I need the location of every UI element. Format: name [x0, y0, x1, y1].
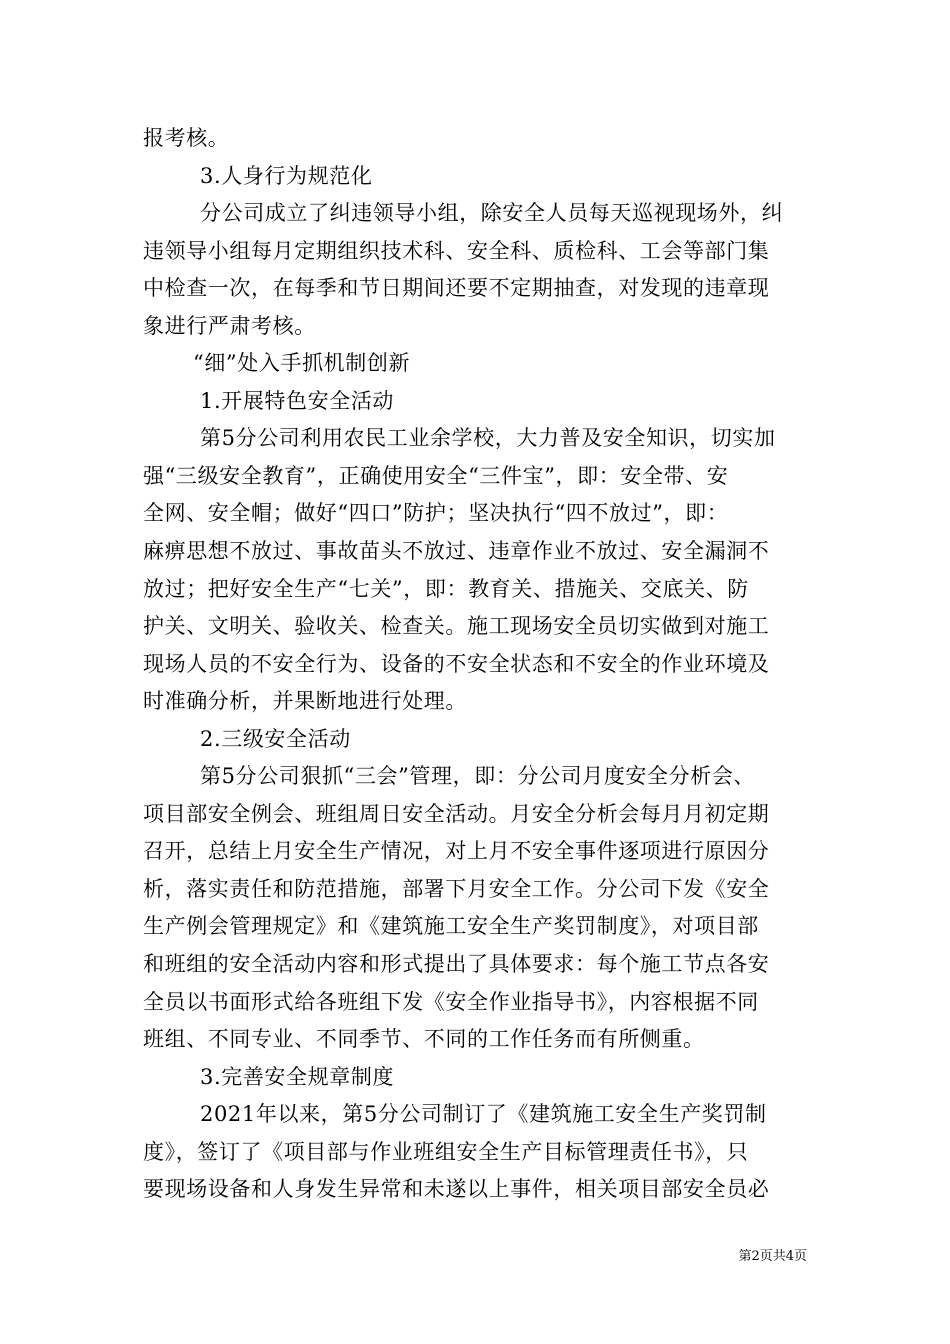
text-line: 度》，签订了《项目部与作业班组安全生产目标管理责任书》，只 [143, 1139, 749, 1164]
section-heading: 2.三级安全活动 [200, 726, 351, 751]
text-line: 召开，总结上月安全生产情况，对上月不安全事件逐项进行原因分 [143, 839, 770, 864]
text-line: 违领导小组每月定期组织技术科、安全科、质检科、工会等部门集 [143, 238, 770, 263]
text-line: 全员以书面形式给各班组下发《安全作业指导书》，内容根据不同 [143, 989, 759, 1014]
section-heading: 3.完善安全规章制度 [200, 1064, 395, 1089]
section-heading: 3.人身行为规范化 [200, 163, 373, 188]
text-line: 象进行严肃考核。 [143, 313, 316, 338]
text-line: 报考核。 [143, 126, 230, 150]
text-line: 项目部安全例会、班组周日安全活动。月安全分析会每月月初定期 [143, 801, 770, 826]
section-heading: 1.开展特色安全活动 [200, 388, 395, 413]
paragraph-start: 第5分公司狠抓“三会”管理，即：分公司月度安全分析会、 [200, 764, 756, 789]
text-line: 现场人员的不安全行为、设备的不安全状态和不安全的作业环境及 [143, 651, 770, 676]
paragraph-start: 2021年以来，第5分公司制订了《建筑施工安全生产奖罚制 [200, 1102, 767, 1127]
section-heading: “细”处入手抓机制创新 [193, 351, 411, 376]
paragraph-start: 第5分公司利用农民工业余学校，大力普及安全知识，切实加 [200, 426, 776, 451]
text-line: 强“三级安全教育”，正确使用安全“三件宝”，即：安全带、安 [143, 463, 729, 488]
text-line: 析，落实责任和防范措施，部署下月安全工作。分公司下发《安全 [143, 876, 770, 901]
text-line: 和班组的安全活动内容和形式提出了具体要求：每个施工节点各安 [143, 952, 770, 977]
text-line: 生产例会管理规定》和《建筑施工安全生产奖罚制度》，对项目部 [143, 914, 759, 939]
text-line: 时准确分析，并果断地进行处理。 [143, 689, 467, 714]
page-number: 第2页共4页 [738, 1249, 807, 1264]
text-line: 要现场设备和人身发生异常和未遂以上事件，相关项目部安全员必 [143, 1177, 770, 1202]
text-line: 护关、文明关、验收关、检查关。施工现场安全员切实做到对施工 [143, 614, 770, 639]
text-line: 麻痹思想不放过、事故苗头不放过、违章作业不放过、安全漏洞不 [143, 539, 770, 564]
text-line: 放过；把好安全生产“七关”，即：教育关、措施关、交底关、防 [143, 576, 749, 601]
text-line: 中检查一次，在每季和节日期间还要不定期抽查，对发现的违章现 [143, 276, 770, 301]
text-line: 全网、安全帽；做好“四口”防护；坚决执行“四不放过”，即： [143, 501, 729, 526]
paragraph-start: 分公司成立了纠违领导小组，除安全人员每天巡视现场外，纠 [200, 201, 784, 226]
text-line: 班组、不同专业、不同季节、不同的工作任务而有所侧重。 [143, 1027, 705, 1052]
body-text [143, 120, 808, 1209]
